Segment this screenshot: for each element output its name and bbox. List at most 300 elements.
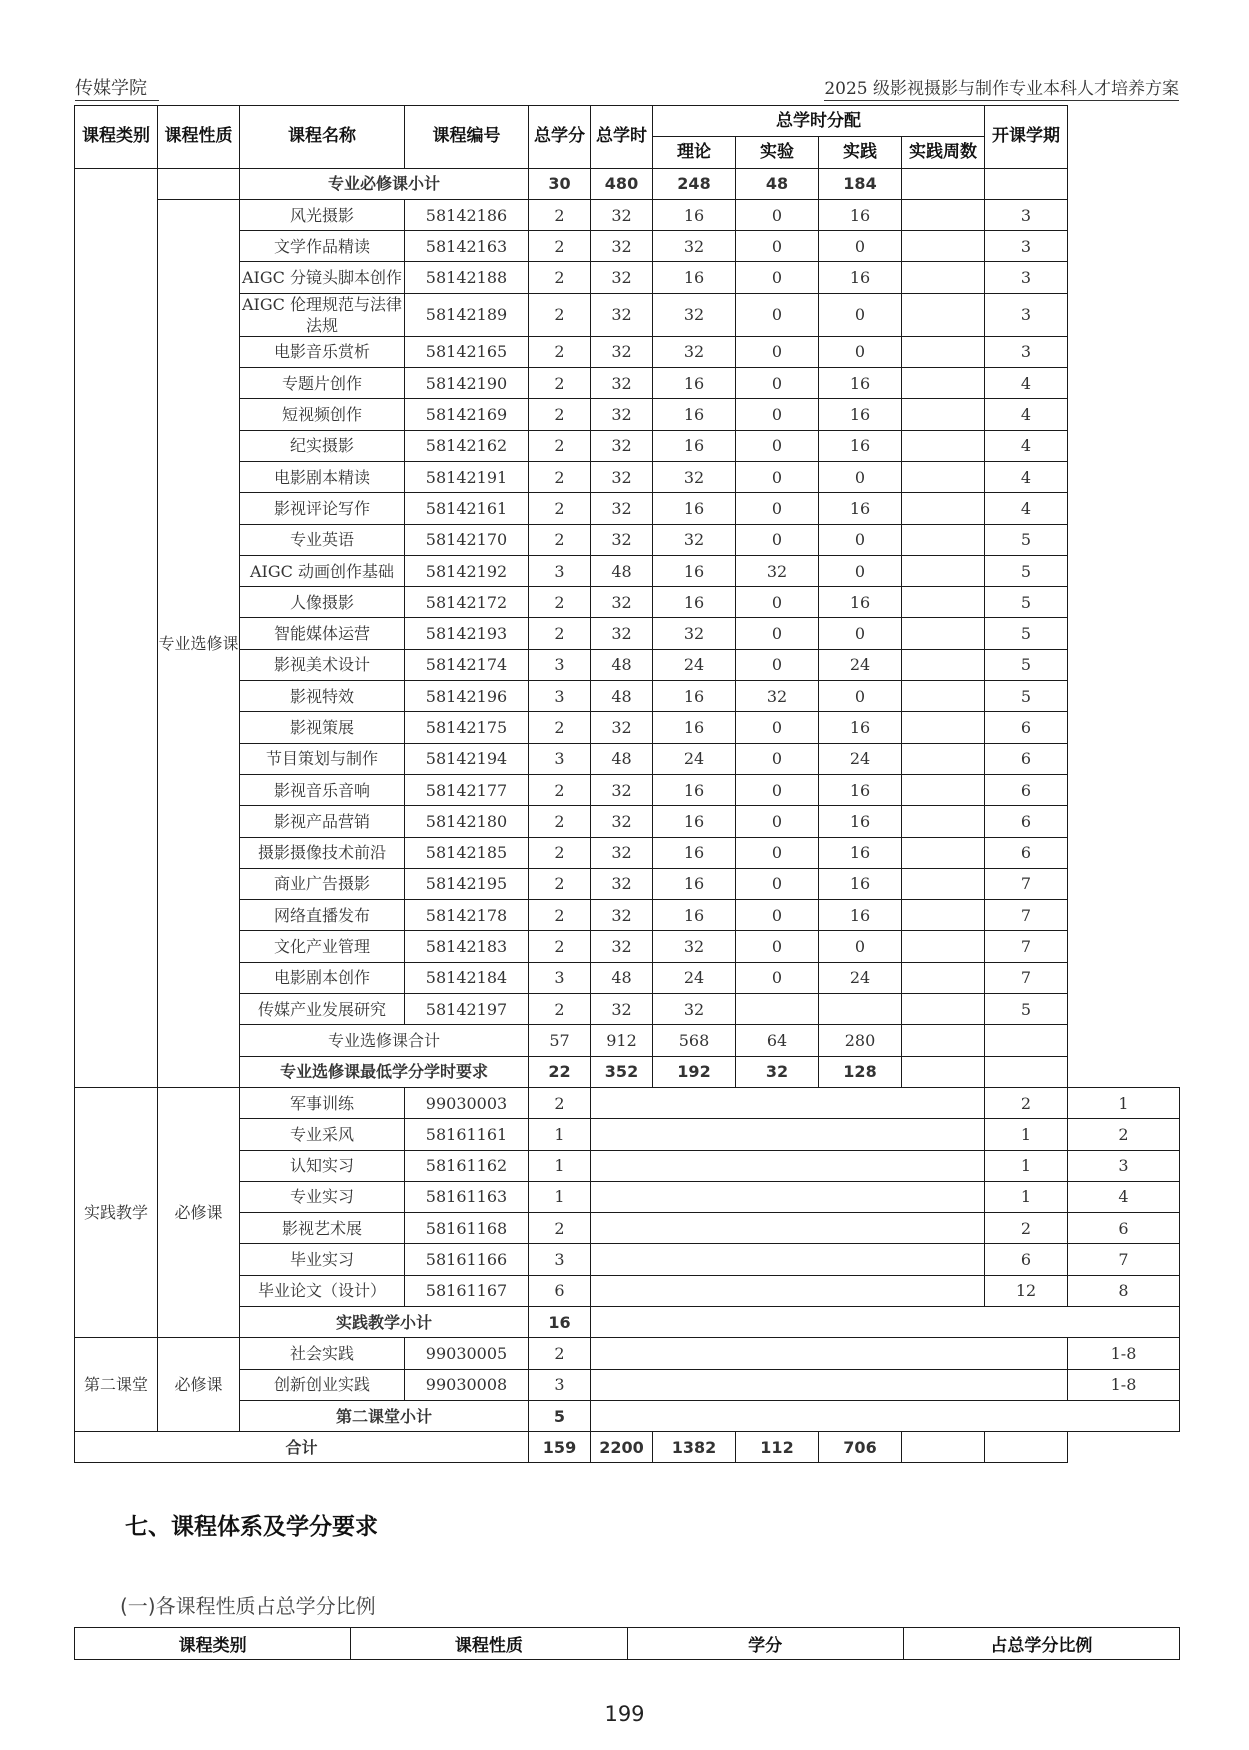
course-hours: 32 [591, 587, 653, 618]
course-theory-hours: 16 [653, 868, 736, 899]
course-practice-weeks [902, 262, 985, 293]
course-practice-hours: 0 [819, 681, 902, 712]
course-credits: 2 [529, 712, 591, 743]
course-semester: 5 [985, 618, 1068, 649]
course-theory-hours: 16 [653, 774, 736, 805]
course-hours-blank [591, 1087, 985, 1118]
header-nature: 课程性质 [158, 106, 240, 169]
course-semester: 4 [985, 399, 1068, 430]
subtotal-practice: 184 [819, 168, 902, 199]
summary-experiment: 64 [736, 1025, 819, 1056]
course-theory-hours: 16 [653, 368, 736, 399]
course-practice-hours: 0 [819, 231, 902, 262]
course-hours: 32 [591, 336, 653, 367]
header-semester: 开课学期 [985, 106, 1068, 169]
course-credits: 3 [529, 743, 591, 774]
course-experiment-hours: 0 [736, 900, 819, 931]
elective-total-row [75, 1025, 1180, 1056]
course-name: AIGC 伦理规范与法律法规 [240, 293, 405, 336]
course-theory-hours: 32 [653, 336, 736, 367]
course-code: 58142194 [405, 743, 529, 774]
course-code: 58142172 [405, 587, 529, 618]
elective-course-row [75, 493, 1180, 524]
course-name: 纪实摄影 [240, 430, 405, 461]
summary-semester [985, 1056, 1068, 1087]
course-semester: 7 [985, 962, 1068, 993]
grand-total-practice: 706 [819, 1432, 902, 1463]
course-code: 58142183 [405, 931, 529, 962]
course-practice-weeks [902, 524, 985, 555]
course-semester: 6 [985, 837, 1068, 868]
course-hours: 32 [591, 868, 653, 899]
course-semester: 7 [1068, 1244, 1180, 1275]
grand-total-hours: 2200 [591, 1432, 653, 1463]
subtotal-blank [591, 1306, 1180, 1337]
course-theory-hours: 16 [653, 199, 736, 230]
course-name: 电影剧本精读 [240, 461, 405, 492]
course-name: 认知实习 [240, 1150, 405, 1181]
header-code: 课程编号 [405, 106, 529, 169]
course-experiment-hours: 0 [736, 493, 819, 524]
page-number: 199 [604, 1702, 645, 1726]
course-hours: 48 [591, 649, 653, 680]
course-experiment-hours: 0 [736, 649, 819, 680]
course-code: 58142170 [405, 524, 529, 555]
course-hours: 32 [591, 712, 653, 743]
course-experiment-hours: 0 [736, 262, 819, 293]
summary-weeks [902, 1056, 985, 1087]
course-practice-hours: 24 [819, 649, 902, 680]
course-name: 军事训练 [240, 1087, 405, 1118]
course-name: 商业广告摄影 [240, 868, 405, 899]
course-code: 58142185 [405, 837, 529, 868]
course-experiment-hours: 0 [736, 868, 819, 899]
course-code: 58142175 [405, 712, 529, 743]
course-credits: 6 [529, 1275, 591, 1306]
course-semester: 4 [985, 430, 1068, 461]
course-semester: 6 [985, 806, 1068, 837]
practice-course-row [75, 1119, 1180, 1150]
course-semester: 1 [1068, 1087, 1180, 1118]
summary-credits: 57 [529, 1025, 591, 1056]
course-practice-hours: 16 [819, 837, 902, 868]
course-name: 风光摄影 [240, 199, 405, 230]
course-name: 人像摄影 [240, 587, 405, 618]
course-practice-hours: 16 [819, 774, 902, 805]
course-practice-weeks [902, 868, 985, 899]
elective-min-row [75, 1056, 1180, 1087]
table-header-row [75, 106, 1180, 137]
second-category-cell: 第二课堂 [75, 1338, 158, 1432]
course-experiment-hours: 0 [736, 524, 819, 555]
course-code: 58142161 [405, 493, 529, 524]
elective-course-row [75, 199, 1180, 230]
course-practice-weeks [902, 712, 985, 743]
practice-course-row [75, 1244, 1180, 1275]
course-hours: 48 [591, 681, 653, 712]
elective-course-row [75, 743, 1180, 774]
course-credits: 2 [529, 774, 591, 805]
subtotal-label: 第二课堂小计 [240, 1400, 529, 1431]
elective-course-row [75, 962, 1180, 993]
summary-practice: 128 [819, 1056, 902, 1087]
course-practice-hours: 16 [819, 587, 902, 618]
ratio-header-category: 课程类别 [75, 1628, 351, 1660]
course-theory-hours: 16 [653, 262, 736, 293]
summary-practice: 280 [819, 1025, 902, 1056]
course-practice-weeks [902, 962, 985, 993]
course-semester: 5 [985, 681, 1068, 712]
course-practice-weeks: 2 [985, 1213, 1068, 1244]
elective-course-row [75, 293, 1180, 336]
course-semester: 5 [985, 587, 1068, 618]
course-hours: 32 [591, 199, 653, 230]
course-name: 摄影摄像技术前沿 [240, 837, 405, 868]
course-credits: 2 [529, 931, 591, 962]
course-practice-weeks [902, 399, 985, 430]
course-credits: 1 [529, 1119, 591, 1150]
course-semester: 4 [985, 368, 1068, 399]
course-credits: 3 [529, 649, 591, 680]
grand-total-weeks [902, 1432, 985, 1463]
course-semester: 7 [985, 868, 1068, 899]
course-practice-hours: 0 [819, 524, 902, 555]
course-practice-hours [819, 994, 902, 1025]
course-hours: 32 [591, 399, 653, 430]
course-hours: 32 [591, 461, 653, 492]
course-theory-hours: 32 [653, 994, 736, 1025]
header-college: 传媒学院 [75, 78, 159, 101]
elective-course-row [75, 774, 1180, 805]
course-hours: 32 [591, 994, 653, 1025]
ratio-header-percentage: 占总学分比例 [903, 1628, 1179, 1660]
course-practice-hours: 16 [819, 493, 902, 524]
practice-course-row [75, 1150, 1180, 1181]
course-theory-hours: 24 [653, 743, 736, 774]
course-credits: 2 [529, 837, 591, 868]
course-credits: 2 [529, 461, 591, 492]
course-experiment-hours: 0 [736, 430, 819, 461]
course-practice-hours: 16 [819, 399, 902, 430]
course-experiment-hours: 0 [736, 712, 819, 743]
course-name: AIGC 动画创作基础 [240, 555, 405, 586]
course-code: 58142178 [405, 900, 529, 931]
practice-course-row [75, 1213, 1180, 1244]
course-code: 58142162 [405, 430, 529, 461]
summary-theory: 192 [653, 1056, 736, 1087]
course-theory-hours: 16 [653, 681, 736, 712]
course-name: 影视策展 [240, 712, 405, 743]
course-experiment-hours: 32 [736, 555, 819, 586]
header-document-title: 2025 级影视摄影与制作专业本科人才培养方案 [824, 79, 1179, 99]
course-semester: 3 [985, 199, 1068, 230]
section-subtitle: (一)各课程性质占总学分比例 [120, 1594, 376, 1618]
course-credits: 3 [529, 962, 591, 993]
course-name: 影视音乐音响 [240, 774, 405, 805]
course-experiment-hours: 0 [736, 618, 819, 649]
course-theory-hours: 32 [653, 293, 736, 336]
course-name: 网络直播发布 [240, 900, 405, 931]
course-name: 短视频创作 [240, 399, 405, 430]
course-practice-weeks: 1 [985, 1181, 1068, 1212]
course-practice-hours: 16 [819, 868, 902, 899]
course-practice-hours: 0 [819, 618, 902, 649]
course-experiment-hours: 0 [736, 199, 819, 230]
course-experiment-hours: 0 [736, 806, 819, 837]
course-credits: 2 [529, 493, 591, 524]
course-hours-blank [591, 1338, 1068, 1369]
elective-course-row [75, 231, 1180, 262]
course-hours: 32 [591, 293, 653, 336]
course-code: 58142188 [405, 262, 529, 293]
course-practice-hours: 0 [819, 555, 902, 586]
elective-course-row [75, 555, 1180, 586]
course-practice-weeks [902, 587, 985, 618]
course-name: 创新创业实践 [240, 1369, 405, 1400]
course-code: 58142196 [405, 681, 529, 712]
course-code: 58142186 [405, 199, 529, 230]
course-credits: 2 [529, 994, 591, 1025]
course-credits: 2 [529, 199, 591, 230]
course-code: 58161167 [405, 1275, 529, 1306]
course-hours: 48 [591, 743, 653, 774]
course-credits: 2 [529, 1338, 591, 1369]
course-experiment-hours: 0 [736, 336, 819, 367]
course-code: 58142180 [405, 806, 529, 837]
course-hours-blank [591, 1119, 985, 1150]
course-theory-hours: 16 [653, 587, 736, 618]
course-credits: 2 [529, 368, 591, 399]
summary-label: 专业选修课最低学分学时要求 [240, 1056, 529, 1087]
course-hours-blank [591, 1213, 985, 1244]
course-experiment-hours: 0 [736, 587, 819, 618]
course-theory-hours: 32 [653, 618, 736, 649]
course-practice-hours: 16 [819, 368, 902, 399]
course-name: 毕业论文（设计） [240, 1275, 405, 1306]
course-practice-weeks [902, 900, 985, 931]
course-name: 专题片创作 [240, 368, 405, 399]
course-semester: 7 [985, 931, 1068, 962]
course-practice-weeks [902, 681, 985, 712]
course-practice-hours: 16 [819, 806, 902, 837]
course-practice-weeks [902, 649, 985, 680]
course-hours: 32 [591, 430, 653, 461]
elective-course-row [75, 900, 1180, 931]
course-credits: 2 [529, 618, 591, 649]
course-semester: 5 [985, 555, 1068, 586]
summary-theory: 568 [653, 1025, 736, 1056]
course-credits: 2 [529, 900, 591, 931]
credit-ratio-table [74, 1627, 1180, 1660]
subtotal-semester [985, 168, 1068, 199]
course-experiment-hours [736, 994, 819, 1025]
course-name: 电影音乐赏析 [240, 336, 405, 367]
course-code: 58161168 [405, 1213, 529, 1244]
course-name: 传媒产业发展研究 [240, 994, 405, 1025]
course-theory-hours: 32 [653, 231, 736, 262]
course-credits: 2 [529, 806, 591, 837]
course-code: 58142197 [405, 994, 529, 1025]
course-theory-hours: 16 [653, 837, 736, 868]
course-practice-weeks [902, 806, 985, 837]
course-credits: 3 [529, 1244, 591, 1275]
course-theory-hours: 32 [653, 524, 736, 555]
course-hours: 32 [591, 837, 653, 868]
course-semester: 4 [985, 461, 1068, 492]
course-semester: 4 [1068, 1181, 1180, 1212]
course-theory-hours: 16 [653, 555, 736, 586]
course-practice-hours: 0 [819, 931, 902, 962]
course-hours: 32 [591, 931, 653, 962]
grand-total-label: 合计 [75, 1432, 529, 1463]
course-semester: 6 [985, 774, 1068, 805]
course-name: 影视美术设计 [240, 649, 405, 680]
elective-nature-cell: 专业选修课 [158, 199, 240, 1087]
course-credits: 2 [529, 262, 591, 293]
header-practice: 实践 [819, 137, 902, 168]
subtotal-credits: 16 [529, 1306, 591, 1337]
course-hours: 48 [591, 555, 653, 586]
course-name: 电影剧本创作 [240, 962, 405, 993]
summary-weeks [902, 1025, 985, 1056]
subtotal-theory: 248 [653, 168, 736, 199]
header-credits: 总学分 [529, 106, 591, 169]
course-credits: 2 [529, 399, 591, 430]
course-credits: 2 [529, 231, 591, 262]
course-practice-hours: 24 [819, 962, 902, 993]
course-theory-hours: 16 [653, 900, 736, 931]
course-practice-weeks [902, 430, 985, 461]
course-code: 58142193 [405, 618, 529, 649]
summary-label: 专业选修课合计 [240, 1025, 529, 1056]
elective-course-row [75, 931, 1180, 962]
course-hours-blank [591, 1181, 985, 1212]
course-practice-hours: 16 [819, 712, 902, 743]
course-code: 99030005 [405, 1338, 529, 1369]
course-hours: 32 [591, 806, 653, 837]
course-theory-hours: 16 [653, 712, 736, 743]
course-experiment-hours: 0 [736, 743, 819, 774]
course-semester: 4 [985, 493, 1068, 524]
course-credits: 2 [529, 1213, 591, 1244]
course-practice-weeks [902, 493, 985, 524]
course-practice-hours: 16 [819, 262, 902, 293]
subtotal-weeks [902, 168, 985, 199]
course-code: 58142192 [405, 555, 529, 586]
course-hours: 32 [591, 618, 653, 649]
course-practice-weeks [902, 293, 985, 336]
course-code: 58142191 [405, 461, 529, 492]
course-name: 专业采风 [240, 1119, 405, 1150]
elective-course-row [75, 681, 1180, 712]
course-experiment-hours: 0 [736, 962, 819, 993]
course-practice-hours: 16 [819, 430, 902, 461]
subtotal-credits: 5 [529, 1400, 591, 1431]
ratio-header-nature: 课程性质 [351, 1628, 627, 1660]
course-code: 58142163 [405, 231, 529, 262]
course-code: 99030003 [405, 1087, 529, 1118]
course-code: 58161161 [405, 1119, 529, 1150]
course-code: 58142190 [405, 368, 529, 399]
course-name: 专业英语 [240, 524, 405, 555]
course-hours: 32 [591, 774, 653, 805]
course-semester: 7 [985, 900, 1068, 931]
course-name: 影视评论写作 [240, 493, 405, 524]
practice-subtotal-row [75, 1306, 1180, 1337]
grand-total-row [75, 1432, 1180, 1463]
course-credits: 2 [529, 1087, 591, 1118]
elective-course-row [75, 712, 1180, 743]
course-semester: 5 [985, 994, 1068, 1025]
course-credits: 2 [529, 587, 591, 618]
course-name: AIGC 分镜头脚本创作 [240, 262, 405, 293]
practice-nature-cell: 必修课 [158, 1087, 240, 1337]
course-code: 58142195 [405, 868, 529, 899]
course-practice-weeks: 1 [985, 1150, 1068, 1181]
course-practice-weeks [902, 368, 985, 399]
course-hours-blank [591, 1275, 985, 1306]
course-experiment-hours: 0 [736, 293, 819, 336]
course-hours-blank [591, 1244, 985, 1275]
elective-course-row [75, 994, 1180, 1025]
subtotal-experiment: 48 [736, 168, 819, 199]
course-practice-hours: 0 [819, 461, 902, 492]
course-experiment-hours: 0 [736, 774, 819, 805]
second-subtotal-row [75, 1400, 1180, 1431]
elective-course-row [75, 618, 1180, 649]
grand-total-semester [985, 1432, 1068, 1463]
course-semester: 3 [985, 336, 1068, 367]
course-code: 58142169 [405, 399, 529, 430]
summary-experiment: 32 [736, 1056, 819, 1087]
course-theory-hours: 24 [653, 962, 736, 993]
course-semester: 3 [1068, 1150, 1180, 1181]
elective-course-row [75, 336, 1180, 367]
subtotal-credits: 30 [529, 168, 591, 199]
course-semester: 1-8 [1068, 1369, 1180, 1400]
course-name: 影视艺术展 [240, 1213, 405, 1244]
course-name: 专业实习 [240, 1181, 405, 1212]
header-theory: 理论 [653, 137, 736, 168]
header-name: 课程名称 [240, 106, 405, 169]
course-practice-weeks: 2 [985, 1087, 1068, 1118]
course-name: 文学作品精读 [240, 231, 405, 262]
course-practice-weeks [902, 336, 985, 367]
summary-credits: 22 [529, 1056, 591, 1087]
category-cell [75, 168, 158, 1087]
course-semester: 6 [985, 743, 1068, 774]
course-credits: 3 [529, 681, 591, 712]
required-subtotal-row [75, 168, 1180, 199]
summary-semester [985, 1025, 1068, 1056]
course-credits: 1 [529, 1150, 591, 1181]
course-hours: 32 [591, 493, 653, 524]
course-name: 影视特效 [240, 681, 405, 712]
course-experiment-hours: 0 [736, 231, 819, 262]
course-practice-weeks [902, 555, 985, 586]
course-theory-hours: 16 [653, 806, 736, 837]
course-credits: 2 [529, 524, 591, 555]
course-credits: 2 [529, 430, 591, 461]
course-experiment-hours: 0 [736, 837, 819, 868]
course-experiment-hours: 0 [736, 368, 819, 399]
course-code: 58142189 [405, 293, 529, 336]
summary-hours: 352 [591, 1056, 653, 1087]
course-hours-blank [591, 1369, 1068, 1400]
course-semester: 5 [985, 649, 1068, 680]
grand-total-credits: 159 [529, 1432, 591, 1463]
elective-course-row [75, 868, 1180, 899]
